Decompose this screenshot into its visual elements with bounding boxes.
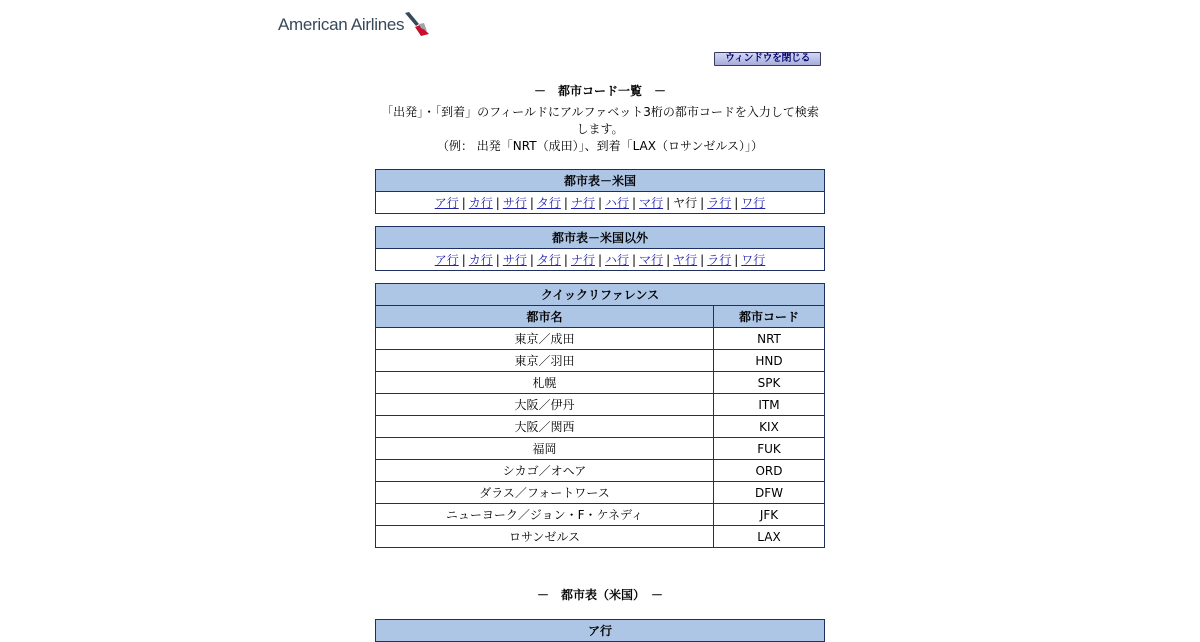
table-row xyxy=(376,482,825,504)
american-airlines-logo xyxy=(278,12,431,38)
city-name-cell: 札幌 xyxy=(376,372,714,394)
nav-separator: | xyxy=(495,253,500,267)
kana-row-link[interactable]: サ行 xyxy=(502,196,527,210)
table-row xyxy=(376,438,825,460)
city-name-cell: シカゴ／オヘア xyxy=(376,460,714,482)
us-a-row-table xyxy=(375,619,825,642)
kana-row-link[interactable]: ヤ行 xyxy=(673,253,698,267)
kana-row-link[interactable]: ラ行 xyxy=(707,253,732,267)
city-code-header: 都市コード xyxy=(714,306,825,328)
city-name-cell: 福岡 xyxy=(376,438,714,460)
kana-row-link[interactable]: ワ行 xyxy=(741,253,766,267)
close-window-button[interactable]: ウィンドウを閉じる xyxy=(714,52,821,66)
instructions xyxy=(380,104,820,155)
us-a-row-header: ア行 xyxy=(376,620,825,642)
quick-reference-table xyxy=(375,283,825,548)
city-code-cell: LAX xyxy=(714,526,825,548)
nav-separator: | xyxy=(461,253,466,267)
us-kana-nav xyxy=(376,192,825,214)
us-city-index-title: 都市表－米国 xyxy=(376,170,825,192)
city-name-cell: ロサンゼルス xyxy=(376,526,714,548)
nav-separator: | xyxy=(632,253,637,267)
table-row xyxy=(376,394,825,416)
city-name-cell: 東京／羽田 xyxy=(376,350,714,372)
page-title: － 都市コード一覧 － xyxy=(533,84,666,98)
non-us-kana-nav xyxy=(376,249,825,271)
table-row xyxy=(376,328,825,350)
kana-row-link[interactable]: ハ行 xyxy=(605,196,630,210)
table-row xyxy=(376,372,825,394)
city-code-cell: HND xyxy=(714,350,825,372)
nav-separator: | xyxy=(563,253,568,267)
nav-separator: | xyxy=(495,196,500,210)
city-name-cell: 大阪／伊丹 xyxy=(376,394,714,416)
kana-row-link[interactable]: カ行 xyxy=(468,253,493,267)
flight-symbol-icon xyxy=(405,12,431,38)
kana-row-link[interactable]: ア行 xyxy=(434,196,459,210)
city-name-cell: ダラス／フォートワース xyxy=(376,482,714,504)
city-code-cell: ITM xyxy=(714,394,825,416)
nav-separator: | xyxy=(597,253,603,267)
kana-row-link: ヤ行 xyxy=(673,196,698,210)
quick-reference-title: クイックリファレンス xyxy=(376,284,825,306)
city-name-header: 都市名 xyxy=(376,306,714,328)
non-us-city-index-table xyxy=(375,226,825,271)
instruction-example: （例： 出発「NRT（成田）」、到着「LAX（ロサンゼルス）」） xyxy=(436,139,764,153)
kana-row-link[interactable]: ナ行 xyxy=(570,196,595,210)
nav-separator: | xyxy=(734,253,739,267)
nav-separator: | xyxy=(700,196,705,210)
city-name-cell: 大阪／関西 xyxy=(376,416,714,438)
kana-row-link[interactable]: カ行 xyxy=(468,196,493,210)
table-row xyxy=(376,526,825,548)
non-us-city-index-title: 都市表－米国以外 xyxy=(376,227,825,249)
city-code-cell: NRT xyxy=(714,328,825,350)
nav-separator: | xyxy=(734,196,739,210)
table-row xyxy=(376,350,825,372)
kana-row-link[interactable]: ナ行 xyxy=(570,253,595,267)
us-city-index-table xyxy=(375,169,825,214)
kana-row-link[interactable]: ア行 xyxy=(434,253,459,267)
kana-row-link[interactable]: マ行 xyxy=(639,253,664,267)
nav-separator: | xyxy=(632,196,637,210)
city-code-cell: SPK xyxy=(714,372,825,394)
nav-separator: | xyxy=(666,253,671,267)
kana-row-link[interactable]: タ行 xyxy=(536,253,561,267)
nav-separator: | xyxy=(597,196,603,210)
city-code-cell: ORD xyxy=(714,460,825,482)
city-code-cell: DFW xyxy=(714,482,825,504)
nav-separator: | xyxy=(529,253,534,267)
kana-row-link[interactable]: サ行 xyxy=(502,253,527,267)
table-row xyxy=(376,416,825,438)
city-code-cell: KIX xyxy=(714,416,825,438)
table-row xyxy=(376,504,825,526)
nav-separator: | xyxy=(563,196,568,210)
city-code-cell: JFK xyxy=(714,504,825,526)
kana-row-link[interactable]: マ行 xyxy=(639,196,664,210)
table-row xyxy=(376,460,825,482)
city-name-cell: ニューヨーク／ジョン・F・ケネディ xyxy=(376,504,714,526)
kana-row-link[interactable]: タ行 xyxy=(536,196,561,210)
nav-separator: | xyxy=(666,196,671,210)
logo-text: American Airlines xyxy=(278,15,405,34)
kana-row-link[interactable]: ハ行 xyxy=(605,253,630,267)
kana-row-link[interactable]: ラ行 xyxy=(707,196,732,210)
city-name-cell: 東京／成田 xyxy=(376,328,714,350)
nav-separator: | xyxy=(700,253,705,267)
kana-row-link[interactable]: ワ行 xyxy=(741,196,766,210)
city-code-cell: FUK xyxy=(714,438,825,460)
nav-separator: | xyxy=(461,196,466,210)
us-section-title: － 都市表（米国） － xyxy=(536,588,663,602)
instruction-text: 「出発」・「到着」のフィールドにアルファベット3桁の都市コードを入力して検索します。 xyxy=(381,105,819,136)
nav-separator: | xyxy=(529,196,534,210)
